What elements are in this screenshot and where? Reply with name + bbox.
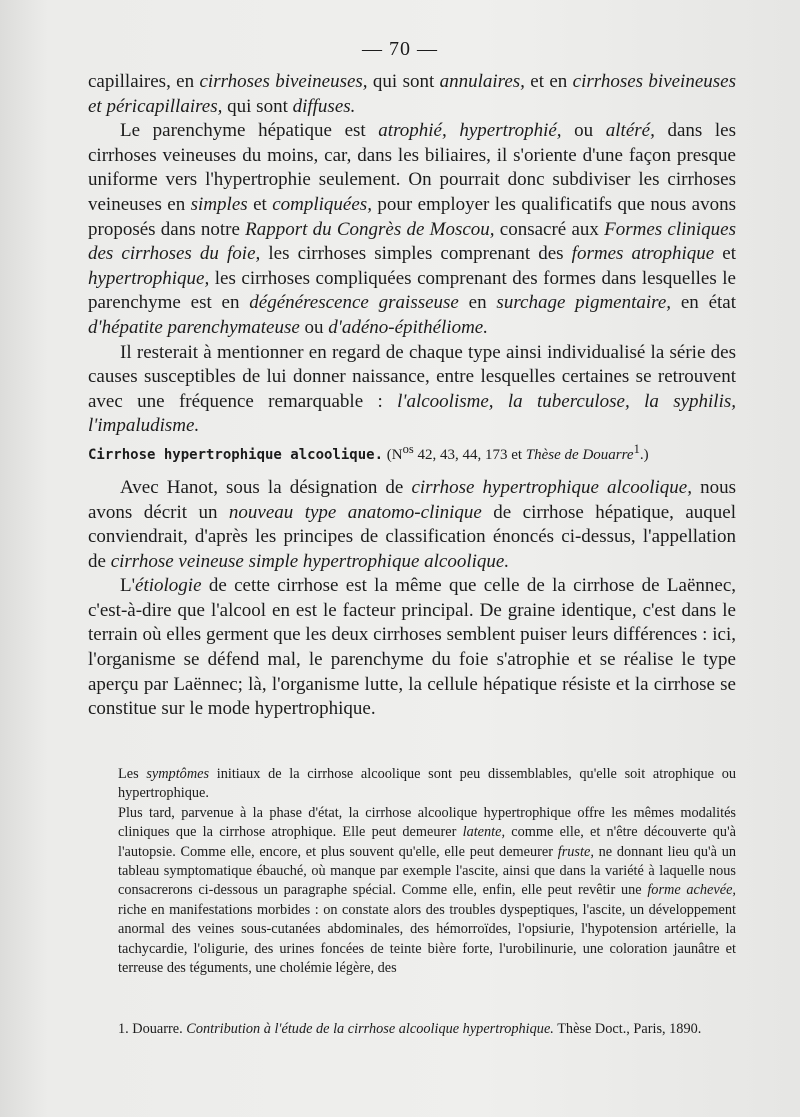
main-text bbox=[88, 70, 736, 722]
symptoms-paragraph: Les symptômes initiaux de la cirrhose alcoolique sont peu dissemblables, qu'elle soit atrophique ou hypertrophique. bbox=[118, 766, 736, 802]
causes-paragraph: Il resterait à mentionner en regard de chaque type ainsi individualisé la série des causes susceptibles de lui donner naissance, entre lesquelles certaines se retrouvent avec une fréquence remarquable : l'alcoolisme, la tuberculose, la syphilis, l'impaludisme. bbox=[88, 341, 737, 437]
late-phase-paragraph: Plus tard, parvenue à la phase d'état, la cirrhose alcoolique hypertrophique offre les mêmes modalités cliniques que la cirrhose atrophique. Elle peut demeurer latente, comme elle, et n'être découverte qu'à l'autopsie. Comme elle, encore, et plus souvent qu'elle, elle peut demeurer fruste, ne donnant lieu qu'à un tableau symptomatique ébauché, où manque par exemple l'ascite, ainsi que dans la variété à laquelle nous consacrerons ci-dessous un paragraphe spécial. Comme elle, enfin, elle peut revêtir une forme achevée, riche en manifestations morbides : on constate alors des troubles dyspeptiques, l'ascite, un développement anormal des veines sous-cutanées abdominales, des hémorroïdes, l'opsiurie, l'hypotension artérielle, la tachycardie, l'oligurie, des urines foncées de teinte bière forte, l'urobilinurie, une coloration jaunâtre et terreuse des téguments, une cholémie légère, des bbox=[118, 804, 736, 977]
intro-paragraph: capillaires, en cirrhoses biveineuses, qui sont annulaires, et en cirrhoses biveineuses et péricapillaires, qui sont diffuses. bbox=[88, 71, 736, 117]
footnote-ref: 1 bbox=[633, 441, 640, 456]
footnote: 1. Douarre. Contribution à l'étude de la cirrhose alcoolique hypertrophique. Thèse Doct., Paris, 1890. bbox=[118, 1021, 702, 1037]
parenchyma-paragraph: Le parenchyme hépatique est atrophié, hypertrophié, ou altéré, dans les cirrhoses veineuses du moins, car, dans les biliaires, il s'oriente d'une façon presque uniforme vers l'hypertrophie seulement. On pourrait donc subdiviser les cirrhoses veineuses en simples et compliquées, pour employer les qualificatifs que nous avons proposés dans notre Rapport du Congrès de Moscou, consacré aux Formes cliniques des cirrhoses du foie, les cirrhoses simples comprenant des formes atrophique et hypertrophique, les cirrhoses compliquées comprenant des formes dans lesquelles le parenchyme est en dégénérescence graisseuse en surchage pigmentaire, en état d'hépatite parenchymateuse ou d'adéno-épithéliome. bbox=[88, 120, 737, 338]
section-heading: Cirrhose hypertrophique alcoolique. ($N^{os}$ 42, 43, 44, 173 et Thèse de Douarre$^1$.) bbox=[88, 441, 649, 463]
small-print-text bbox=[118, 765, 736, 978]
hanot-paragraph: Avec Hanot, sous la désignation de cirrhose hypertrophique alcoolique, nous avons décrit un nouveau type anatomo-clinique de cirrhose hépatique, auquel conviendrait, d'après les principes de classification énoncés ci-dessus, l'appellation de cirrhose veineuse simple hypertrophique alcoolique. bbox=[88, 476, 736, 572]
etiology-paragraph: L'étiologie de cette cirrhose est la même que celle de la cirrhose de Laënnec, c'est-à-dire que l'alcool en est le facteur principal. De graine identique, c'est dans le terrain où elles germent que les deux cirrhoses semblent puiser leurs différences : ici, l'organisme se défend mal, le parenchyme du foie s'atrophie et se réalise le type aperçu par Laënnec; là, l'organisme lutte, la cellule hépatique résiste et la cirrhose se constitue sur le mode hypertrophique. bbox=[88, 575, 736, 720]
page-number: — 70 — bbox=[362, 38, 438, 60]
